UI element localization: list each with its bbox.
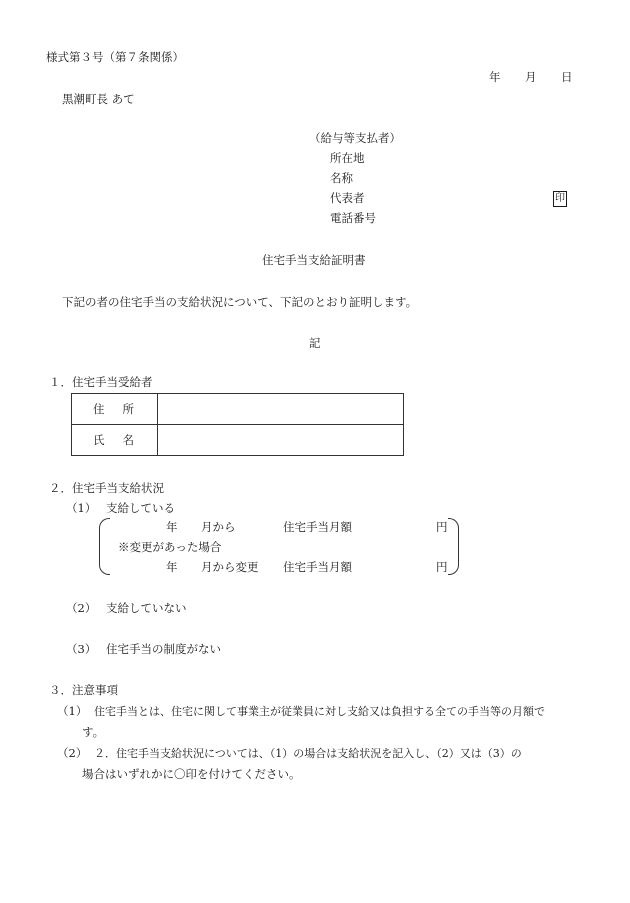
option2-number: （2） <box>66 601 97 615</box>
seal-mark: 印 <box>553 191 567 207</box>
line2-amount-label: 住宅手当月額 <box>283 560 352 574</box>
intro-text: 下記の者の住宅手当の支給状況について、下記のとおり証明します。 <box>62 295 418 309</box>
date-month-label: 月 <box>525 70 537 84</box>
ki-label: 記 <box>309 336 321 350</box>
section2-heading: ２．住宅手当支給状況 <box>49 481 164 495</box>
line1-yen-label: 円 <box>436 520 448 534</box>
payer-heading: （給与等支払者） <box>309 131 401 145</box>
line1-year-label: 年 <box>166 520 178 534</box>
option3-number: （3） <box>66 642 97 656</box>
option1-number: （1） <box>66 501 97 515</box>
recipient-table <box>71 393 404 456</box>
note1-line2: す。 <box>82 725 105 739</box>
table-row <box>72 425 404 456</box>
line1-amount-label: 住宅手当月額 <box>283 520 352 534</box>
payer-phone-label: 電話番号 <box>330 211 376 225</box>
form-number: 様式第３号（第７条関係） <box>46 50 184 64</box>
line2-year-label: 年 <box>166 560 178 574</box>
table-row <box>72 394 404 425</box>
addressee: 黒潮町長 あて <box>62 92 135 106</box>
document-title: 住宅手当支給証明書 <box>262 253 366 267</box>
address-label: 住所 <box>72 394 158 425</box>
note2-line1: ２．住宅手当支給状況については、（1）の場合は支給状況を記入し、（2）又は（3）の <box>94 747 522 760</box>
payer-representative-label: 代表者 <box>330 191 365 205</box>
note1-number: （1） <box>57 704 88 718</box>
name-field[interactable] <box>158 425 404 456</box>
date-day-label: 日 <box>561 70 573 84</box>
right-bracket <box>448 518 459 575</box>
note2-line2: 場合はいずれかに〇印を付けてください。 <box>82 767 301 781</box>
date-year-label: 年 <box>489 70 501 84</box>
address-field[interactable] <box>158 394 404 425</box>
note1-line1: 住宅手当とは、住宅に関して事業主が従業員に対し支給又は負担する全ての手当等の月額で <box>94 705 545 718</box>
name-label: 氏名 <box>72 425 158 456</box>
section3-heading: ３．注意事項 <box>49 683 118 697</box>
section1-heading: １．住宅手当受給者 <box>49 375 153 389</box>
payer-name-label: 名称 <box>330 171 353 185</box>
line2-yen-label: 円 <box>436 560 448 574</box>
payer-address-label: 所在地 <box>330 151 365 165</box>
option3-label: 住宅手当の制度がない <box>106 642 221 656</box>
line2-from-label: 月から変更 <box>201 560 259 574</box>
note2-number: （2） <box>57 746 88 760</box>
line1-from-label: 月から <box>201 520 236 534</box>
left-bracket <box>99 518 110 575</box>
option1-label: 支給している <box>106 501 175 515</box>
change-note: ※変更があった場合 <box>118 540 222 554</box>
option2-label: 支給していない <box>106 601 187 615</box>
